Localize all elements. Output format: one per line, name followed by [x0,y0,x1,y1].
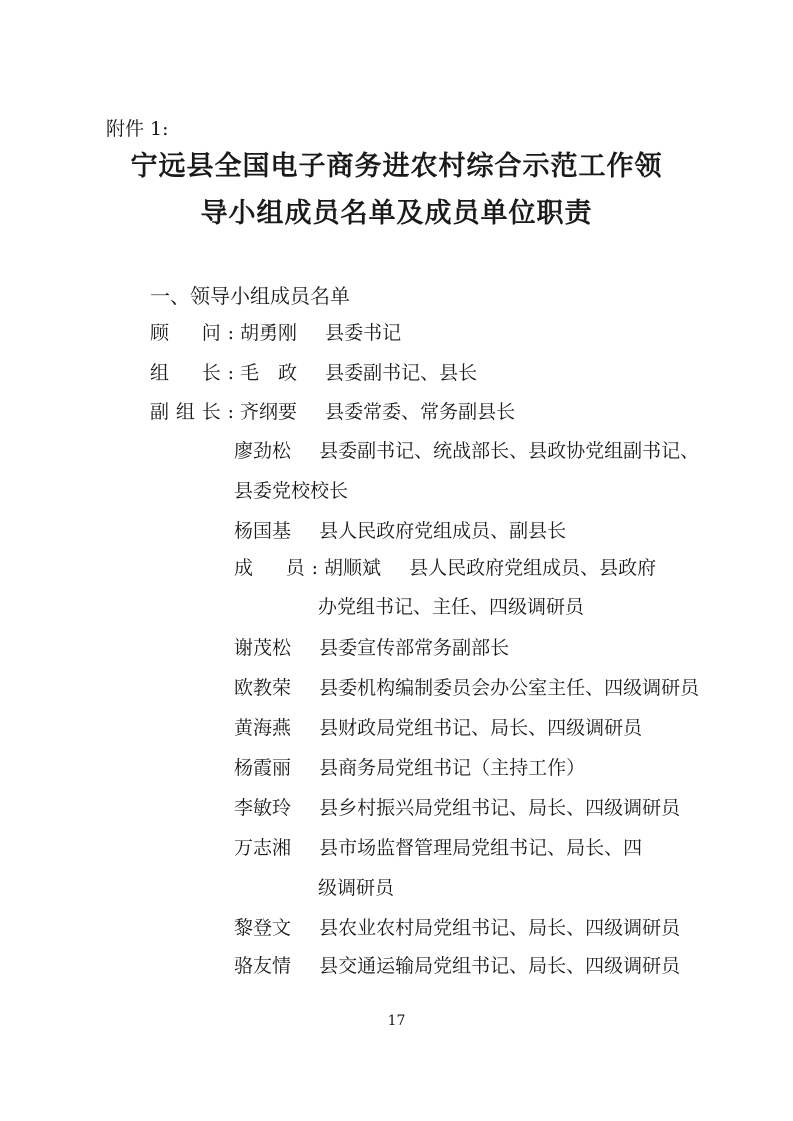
document-title-line-2: 导小组成员名单及成员单位职责 [200,198,593,229]
role-label: 副组长: [150,401,234,423]
member-name: 欧教荣 [234,677,292,699]
role-label: 成 员: [234,557,318,579]
member-row [150,318,401,345]
member-row [234,951,680,978]
member-name: 胡顺斌 [324,557,382,579]
member-position: 县乡村振兴局党组书记、局长、四级调研员 [319,797,681,819]
role-label: 顾 问: [150,322,234,344]
member-name: 胡勇刚 [240,322,298,344]
member-row [150,397,515,424]
member-position: 县人民政府党组成员、副县长 [319,520,567,542]
member-name: 杨霞丽 [234,757,292,779]
member-row [234,516,566,543]
member-position: 县财政局党组书记、局长、四级调研员 [319,717,643,739]
role-label: 组 长: [150,362,234,384]
member-name: 谢茂松 [234,637,292,659]
page-number: 17 [387,1013,406,1029]
member-position: 县农业农村局党组书记、局长、四级调研员 [319,917,681,939]
member-name: 骆友情 [234,955,292,977]
section-heading: 一、领导小组成员名单 [150,284,350,308]
member-position: 县委宣传部常务副部长 [319,637,510,659]
member-name: 黎登文 [234,917,292,939]
member-name: 齐纲要 [240,401,298,423]
member-row [234,633,509,660]
member-row [234,753,585,780]
member-position: 县委副书记、统战部长、县政协党组副书记、 [319,440,700,462]
member-row [234,713,642,740]
member-name: 李敏玲 [234,797,292,819]
member-position: 县委机构编制委员会办公室主任、四级调研员 [319,677,700,699]
member-position: 县交通运输局党组书记、局长、四级调研员 [319,955,681,977]
document-title-line-1: 宁远县全国电子商务进农村综合示范工作领 [130,151,663,182]
member-position-continued: 县委党校校长 [234,480,349,502]
member-row [150,358,477,385]
member-row [234,833,642,860]
attachment-label: 附件 1: [106,118,169,140]
member-name: 杨国基 [234,520,292,542]
member-position: 县市场监督管理局党组书记、局长、四 [319,837,643,859]
member-name: 毛 政 [240,362,298,384]
member-position: 县商务局党组书记（主持工作） [319,757,586,779]
member-position: 县人民政府党组成员、县政府 [409,557,657,579]
member-row [234,913,680,940]
member-position-continued: 办党组书记、主任、四级调研员 [318,596,585,618]
member-name: 黄海燕 [234,717,292,739]
member-row [234,553,656,580]
member-row [234,793,680,820]
member-name: 万志湘 [234,837,292,859]
member-position: 县委书记 [325,322,402,344]
member-name: 廖劲松 [234,440,292,462]
member-row [234,436,699,463]
member-position: 县委副书记、县长 [325,362,478,384]
member-position: 县委常委、常务副县长 [325,401,516,423]
member-row [234,673,699,700]
member-position-continued: 级调研员 [318,877,395,899]
